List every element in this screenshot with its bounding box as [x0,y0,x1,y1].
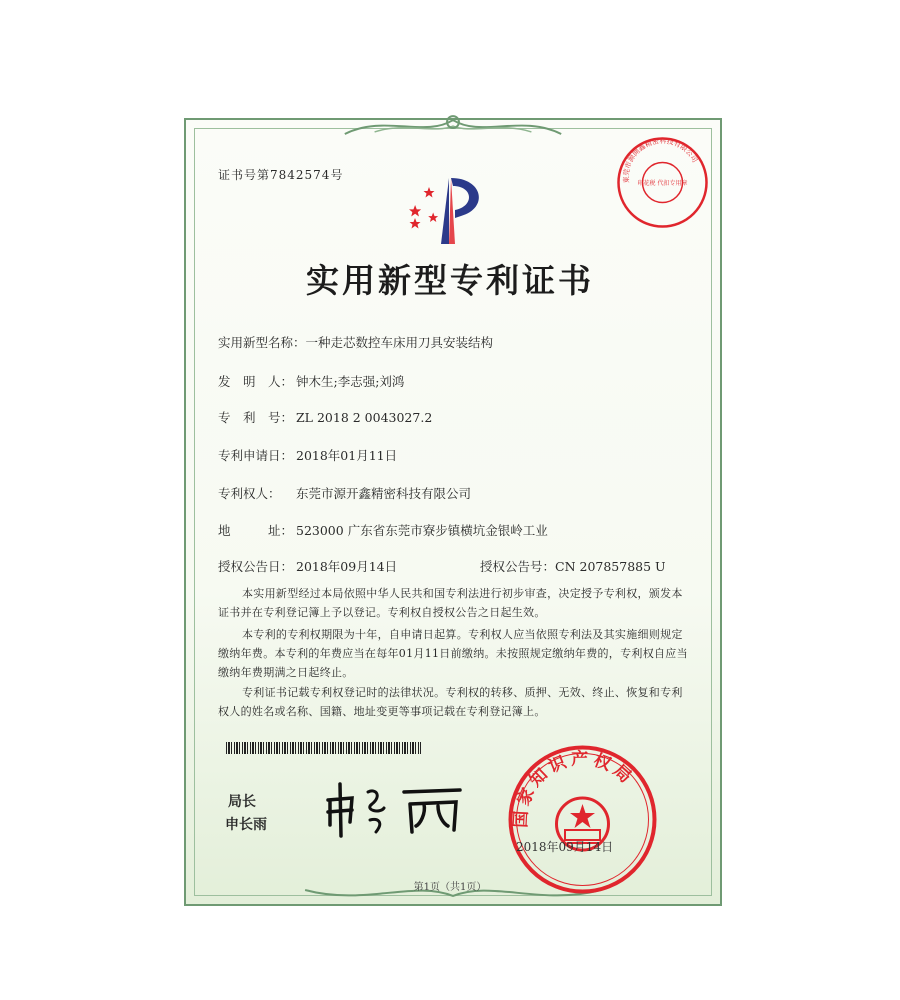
field-value: ZL 2018 2 0043027.2 [296,410,433,425]
field-address [218,521,548,539]
director-title: 局长 [228,794,256,810]
field-utility-name [218,333,493,351]
field-value: 钟木生;李志强;刘鸿 [296,374,405,389]
field-value: CN 207857885 U [555,559,666,574]
field-patent-holder [218,484,471,502]
seal-date: 2018年09月14日 [516,840,614,854]
field-label: 专 利 号： [218,410,294,425]
national-ip-seal-icon [505,742,660,897]
national-seal-text: 国家知识产权局 [511,749,639,829]
field-value: 2018年09月14日 [296,559,398,574]
field-announce-number [480,557,666,575]
field-label: 地 址： [218,523,294,538]
field-patent-number [218,408,432,426]
field-value: 东莞市源开鑫精密科技有限公司 [296,486,472,501]
company-seal-text: 東莞市源開鑫精密科技有限公司 [622,137,699,184]
field-label: 发 明 人： [218,374,294,389]
page-title: 实用新型专利证书 [306,261,594,300]
signature-icon [320,770,470,840]
barcode [226,742,421,754]
company-seal-icon [615,135,710,230]
field-inventor [218,372,404,390]
director-name: 申长雨 [225,817,267,833]
paragraph-grant: 本实用新型经过本局依照中华人民共和国专利法进行初步审查，决定授予专利权，颁发本证书并在专利登记簿上予以登记。专利权自授权公告之日起生效。 [218,587,683,619]
cnipa-logo-icon [403,172,495,248]
field-label: 授权公告日： [218,559,294,574]
field-announce-date [218,557,397,575]
field-value: 2018年01月11日 [296,448,398,463]
field-label: 专利申请日： [218,448,294,463]
field-label: 专利权人： [218,486,281,501]
certificate-number: 证书号第7842574号 [218,168,344,182]
field-label: 实用新型名称： [218,335,306,350]
field-value: 523000 广东省东莞市寮步镇横坑金银岭工业 [296,523,548,538]
field-value: 一种走芯数控车床用刀具安装结构 [305,335,494,350]
paragraph-status: 专利证书记载专利权登记时的法律状况。专利权的转移、质押、无效、终止、恢复和专利权人的姓名或名称、国籍、地址变更等事项记载在专利登记簿上。 [218,686,683,718]
field-label: 授权公告号： [480,559,556,574]
field-filing-date [218,446,397,464]
page-indicator: 第1页（共1页） [413,882,487,893]
svg-text:東莞市源開鑫精密科技有限公司 [621,136,699,183]
company-seal-inner-text: 印花税 代扣专用章 [637,180,688,187]
paragraph-term: 本专利的专利权期限为十年，自申请日起算。专利权人应当依照专利法及其实施细则规定缴纳年费。本专利的年费应当在每年01月11日前缴纳。未按照规定缴纳年费的，专利权自应当缴纳年费期满之日起终止。 [218,628,688,679]
